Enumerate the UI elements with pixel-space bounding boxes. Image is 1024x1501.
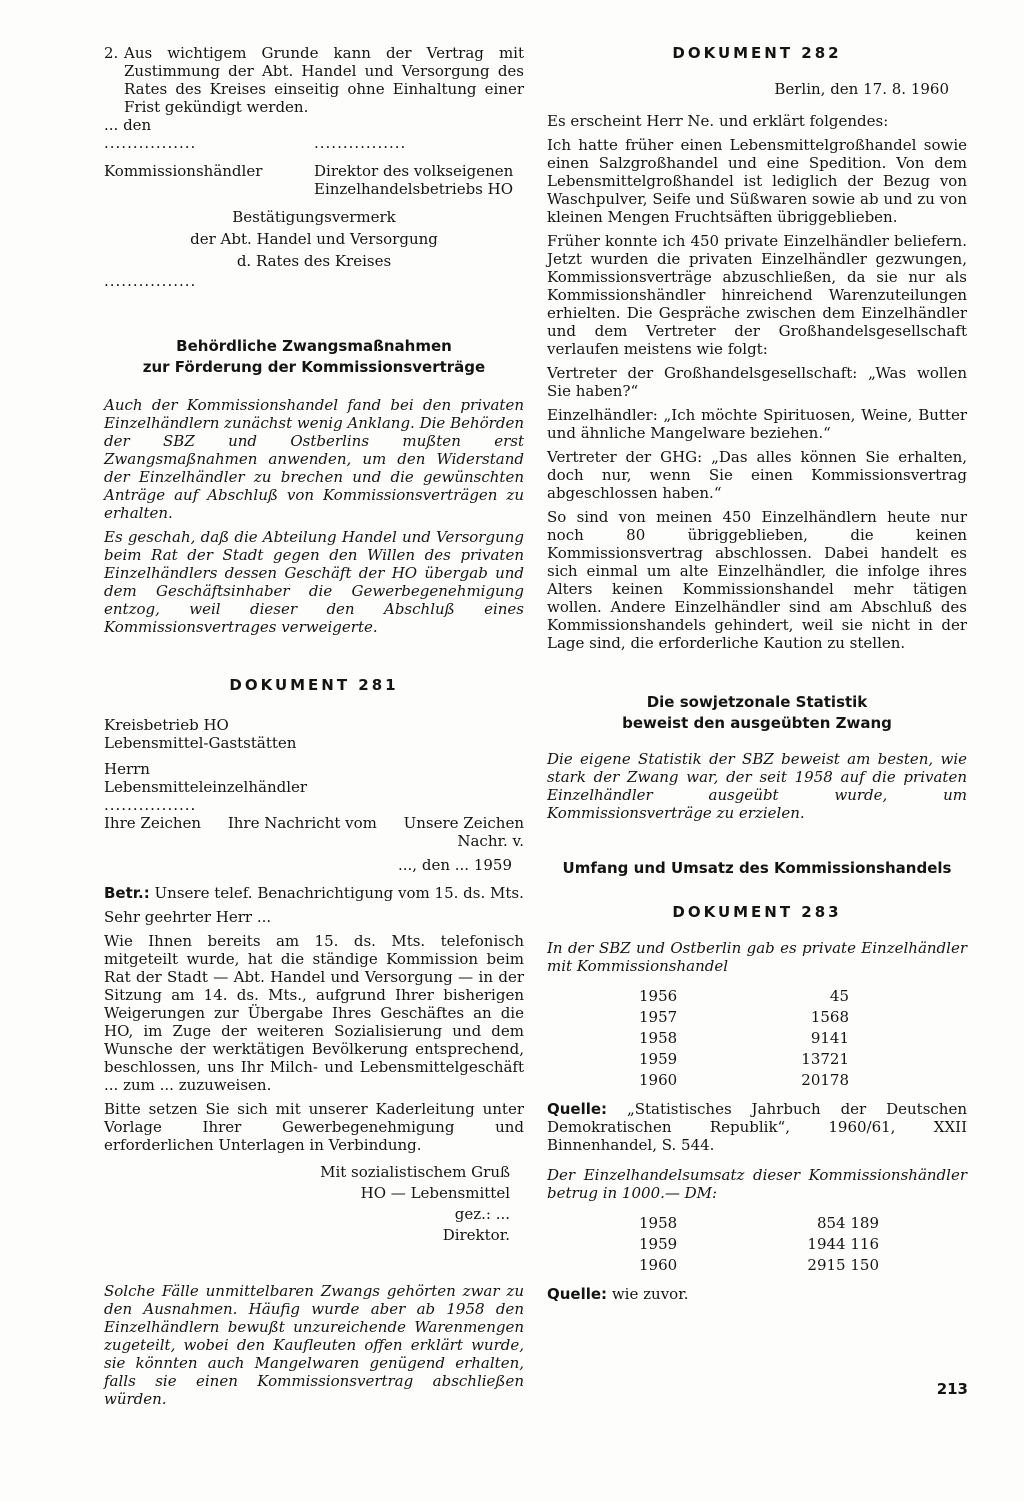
heading-line1: Behördliche Zwangsmaßnahmen <box>176 337 452 355</box>
closing-line1: Mit sozialistischem Gruß <box>320 1163 510 1181</box>
ref-your-sign: Ihre Zeichen <box>104 814 202 832</box>
table2-intro: Der Einzelhandelsumsatz dieser Kommissionshändler betrug in 1000.— DM: <box>547 1166 967 1202</box>
closing-line4: Direktor. <box>442 1226 510 1244</box>
addressee-dots: ................ <box>104 796 197 814</box>
table-value: 9141 <box>810 1028 849 1047</box>
statement-p6: Vertreter der GHG: „Das alles können Sie erhalten, doch nur, wenn Sie einen Kommissionsvertrag abgeschlossen haben.“ <box>547 448 967 502</box>
table-row <box>639 1212 879 1233</box>
table-year: 1956 <box>639 986 678 1005</box>
signature-left-label: Kommissionshändler <box>104 162 263 180</box>
statement-p4: Vertreter der Großhandelsgesellschaft: „Was wollen Sie haben?“ <box>547 364 967 400</box>
document-283-heading: DOKUMENT 283 <box>672 903 842 921</box>
confirmation-dots: ................ <box>104 272 197 290</box>
table-value: 45 <box>829 986 849 1005</box>
umsatz-table <box>639 1212 879 1275</box>
table-row <box>639 1027 849 1048</box>
heading-line2: zur Förderung der Kommissionsverträge <box>142 358 486 376</box>
kommissionshaendler-count-table <box>639 985 849 1090</box>
statistik-intro: Die eigene Statistik der SBZ beweist am besten, wie stark der Zwang war, der seit 1958 auf die privaten Einzelhändler ausgeübt wurde, um Kommissionsverträge zu erzielen. <box>547 750 967 822</box>
table-value: 854 189 <box>816 1213 879 1232</box>
table-value: 1568 <box>810 1007 849 1026</box>
source-text: „Statistisches Jahrbuch der Deutschen Demokratischen Republik“, 1960/61, XXII Binnenhandel, S. 544. <box>547 1100 967 1154</box>
heading2-line1: Die sowjetzonale Statistik <box>646 693 868 711</box>
statement-p7: So sind von meinen 450 Einzelhändlern heute nur noch 80 übriggeblieben, die keinen Kommissionsvertrag abschlossen. Dabei handelt es sich einmal um alte Einzelhändler, die infolge ihres Alters keinen Kommissionshandel mehr tätigen wollen. Andere Einzelhändler sind am Abschluß des Kommissionshandels gehindert, weil sie nicht in der Lage sind, die erforderliche Kaution zu stellen. <box>547 508 967 652</box>
addressee-line1: Herrn <box>104 760 150 778</box>
table-row <box>639 1006 849 1027</box>
intro-paragraph-2: Es geschah, daß die Abteilung Handel und Versorgung beim Rat der Stadt gegen den Willen des privaten Einzelhändlers dessen Geschäft der HO übergab und dem Geschäftsinhaber die Gewerbegenehmigung entzog, weil dieser den Abschluß eines Kommissionsvertrages verweigerte. <box>104 528 524 636</box>
section-heading-statistik <box>547 692 967 734</box>
dots-left: ................ <box>104 134 197 152</box>
source-note-1 <box>547 1100 967 1154</box>
document-281-heading: DOKUMENT 281 <box>229 676 399 694</box>
table-row <box>639 985 849 1006</box>
table-value: 20178 <box>801 1070 849 1089</box>
table-year: 1959 <box>639 1049 678 1068</box>
source-note-2 <box>547 1285 967 1303</box>
table-row <box>639 1254 879 1275</box>
table-year: 1960 <box>639 1070 678 1089</box>
outro-paragraph: Solche Fälle unmittelbaren Zwangs gehörten zwar zu den Ausnahmen. Häufig wurde aber ab 1958 den Einzelhändlern bewußt unzureichende Warenmengen zugeteilt, wobei den Kaufleuten offen erklärt wurde, sie könnten auch Mangelwaren genügend erhalten, falls sie einen Kommissionsvertrag abschließen würden. <box>104 1282 524 1408</box>
table-row <box>639 1048 849 1069</box>
table1-intro: In der SBZ und Ostberlin gab es private Einzelhändler mit Kommissionshandel <box>547 939 967 975</box>
source2-label: Quelle: <box>547 1285 608 1303</box>
table-year: 1958 <box>639 1213 678 1232</box>
document-282-heading: DOKUMENT 282 <box>672 44 842 62</box>
ref-our-sign <box>404 814 524 850</box>
confirmation-block <box>104 206 524 272</box>
statement-p3: Früher konnte ich 450 private Einzelhändler beliefern. Jetzt wurden die privaten Einzelhändler gezwungen, Kommissionsverträge abzuschließen, da sie nur als Kommissionshändler hinreichend Warenzuteilungen erhielten. Die Gespräche zwischen dem Einzelhändler und dem Vertreter der Großhandelsgesellschaft verlaufen meistens wie folgt: <box>547 232 967 358</box>
section-heading-zwangsmassnahmen <box>104 336 524 378</box>
clause-text: Aus wichtigem Grunde kann der Vertrag mit Zustimmung der Abt. Handel und Versorgung des Rates des Kreises einseitig ohne Einhaltung einer Frist gekündigt werden. <box>124 44 524 116</box>
signature-right-line1: Direktor des volkseigenen <box>314 162 514 180</box>
table-row <box>639 1069 849 1090</box>
right-column <box>547 44 967 1309</box>
ref-our-sign-line1: Unsere Zeichen <box>403 814 524 832</box>
signature-right-line2: Einzelhandelsbetriebs HO <box>314 180 514 198</box>
heading2-line2: beweist den ausgeübten Zwang <box>622 714 892 732</box>
ref-your-message: Ihre Nachricht vom <box>227 814 377 832</box>
letter-body-1: Wie Ihnen bereits am 15. ds. Mts. telefonisch mitgeteilt wurde, hat die ständige Kommission beim Rat der Stadt — Abt. Handel und Versorgung — in der Sitzung am 14. ds. Mts., aufgrund Ihrer bisherigen Weigerungen zur Übergabe Ihres Geschäftes an die HO, im Zuge der weiteren Sozialisierung und dem Wunsche der werktätigen Bevölkerung entsprechend, beschlossen, uns Ihr Milch- und Lebensmittelgeschäft ... zum ... zuzuweisen. <box>104 932 524 1094</box>
subject-label: Betr.: <box>104 884 150 902</box>
statement-p5: Einzelhändler: „Ich möchte Spirituosen, Weine, Butter und ähnliche Mangelware beziehen.“ <box>547 406 967 442</box>
letter-body-2: Bitte setzen Sie sich mit unserer Kaderleitung unter Vorlage Ihrer Gewerbegenehmigung und erforderlichen Unterlagen in Verbindung. <box>104 1100 524 1154</box>
table-year: 1958 <box>639 1028 678 1047</box>
left-column <box>104 44 524 1414</box>
salutation: Sehr geehrter Herr ... <box>104 908 272 926</box>
letter-date: ..., den ... 1959 <box>398 856 512 874</box>
signature-dots-row <box>104 134 524 152</box>
table-year: 1959 <box>639 1234 678 1253</box>
closing-line2: HO — Lebensmittel <box>360 1184 510 1202</box>
statement-intro: Es erscheint Herr Ne. und erklärt folgendes: <box>547 112 889 130</box>
clause-number: 2. <box>104 44 119 62</box>
confirmation-line3: d. Rates des Kreises <box>236 252 392 270</box>
letter-closing <box>104 1162 510 1246</box>
source-label: Quelle: <box>547 1100 608 1118</box>
page-number: 213 <box>936 1380 968 1398</box>
table-year: 1960 <box>639 1255 678 1274</box>
addressee-line2: Lebensmitteleinzelhändler <box>104 778 308 796</box>
confirmation-line2: der Abt. Handel und Versorgung <box>190 230 438 248</box>
closing-line3: gez.: ... <box>454 1205 510 1223</box>
table-row <box>639 1233 879 1254</box>
subject-text: Unsere telef. Benachrichtigung vom 15. ds. Mts. <box>154 884 524 902</box>
contract-clause-2 <box>104 44 524 116</box>
signature-right-label <box>314 162 513 198</box>
source2-text: wie zuvor. <box>611 1285 689 1303</box>
statement-p2: Ich hatte früher einen Lebensmittelgroßhandel sowie einen Salzgroßhandel und eine Spedition. Von dem Lebensmittelgroßhandel ist lediglich der Bezug von Waschpulver, Seife und Süßwaren sowie ab und zu von kleinen Mengen Fruchtsäften übriggeblieben. <box>547 136 967 226</box>
signature-labels <box>104 162 524 198</box>
subject-line <box>104 884 524 902</box>
sender-line2: Lebensmittel-Gaststätten <box>104 734 297 752</box>
table-year: 1957 <box>639 1007 678 1026</box>
table-value: 1944 116 <box>807 1234 879 1253</box>
ref-our-sign-line2: Nachr. v. <box>457 832 524 850</box>
place-date: Berlin, den 17. 8. 1960 <box>774 80 949 98</box>
den-line: ... den <box>104 116 152 134</box>
confirmation-line1: Bestätigungsvermerk <box>232 208 396 226</box>
intro-paragraph-1: Auch der Kommissionshandel fand bei den privaten Einzelhändlern zunächst wenig Anklang. Die Behörden der SBZ und Ostberlins mußten erst Zwangsmaßnahmen anwenden, um den Widerstand der Einzelhändler zu brechen und die gewünschten Anträge auf Abschluß von Kommissionsverträgen zu erhalten. <box>104 396 524 522</box>
sender-line1: Kreisbetrieb HO <box>104 716 229 734</box>
reference-row <box>104 814 524 850</box>
section-heading-umfang: Umfang und Umsatz des Kommissionshandels <box>562 859 952 877</box>
table-value: 2915 150 <box>807 1255 879 1274</box>
table-value: 13721 <box>801 1049 849 1068</box>
dots-right: ................ <box>314 134 407 152</box>
